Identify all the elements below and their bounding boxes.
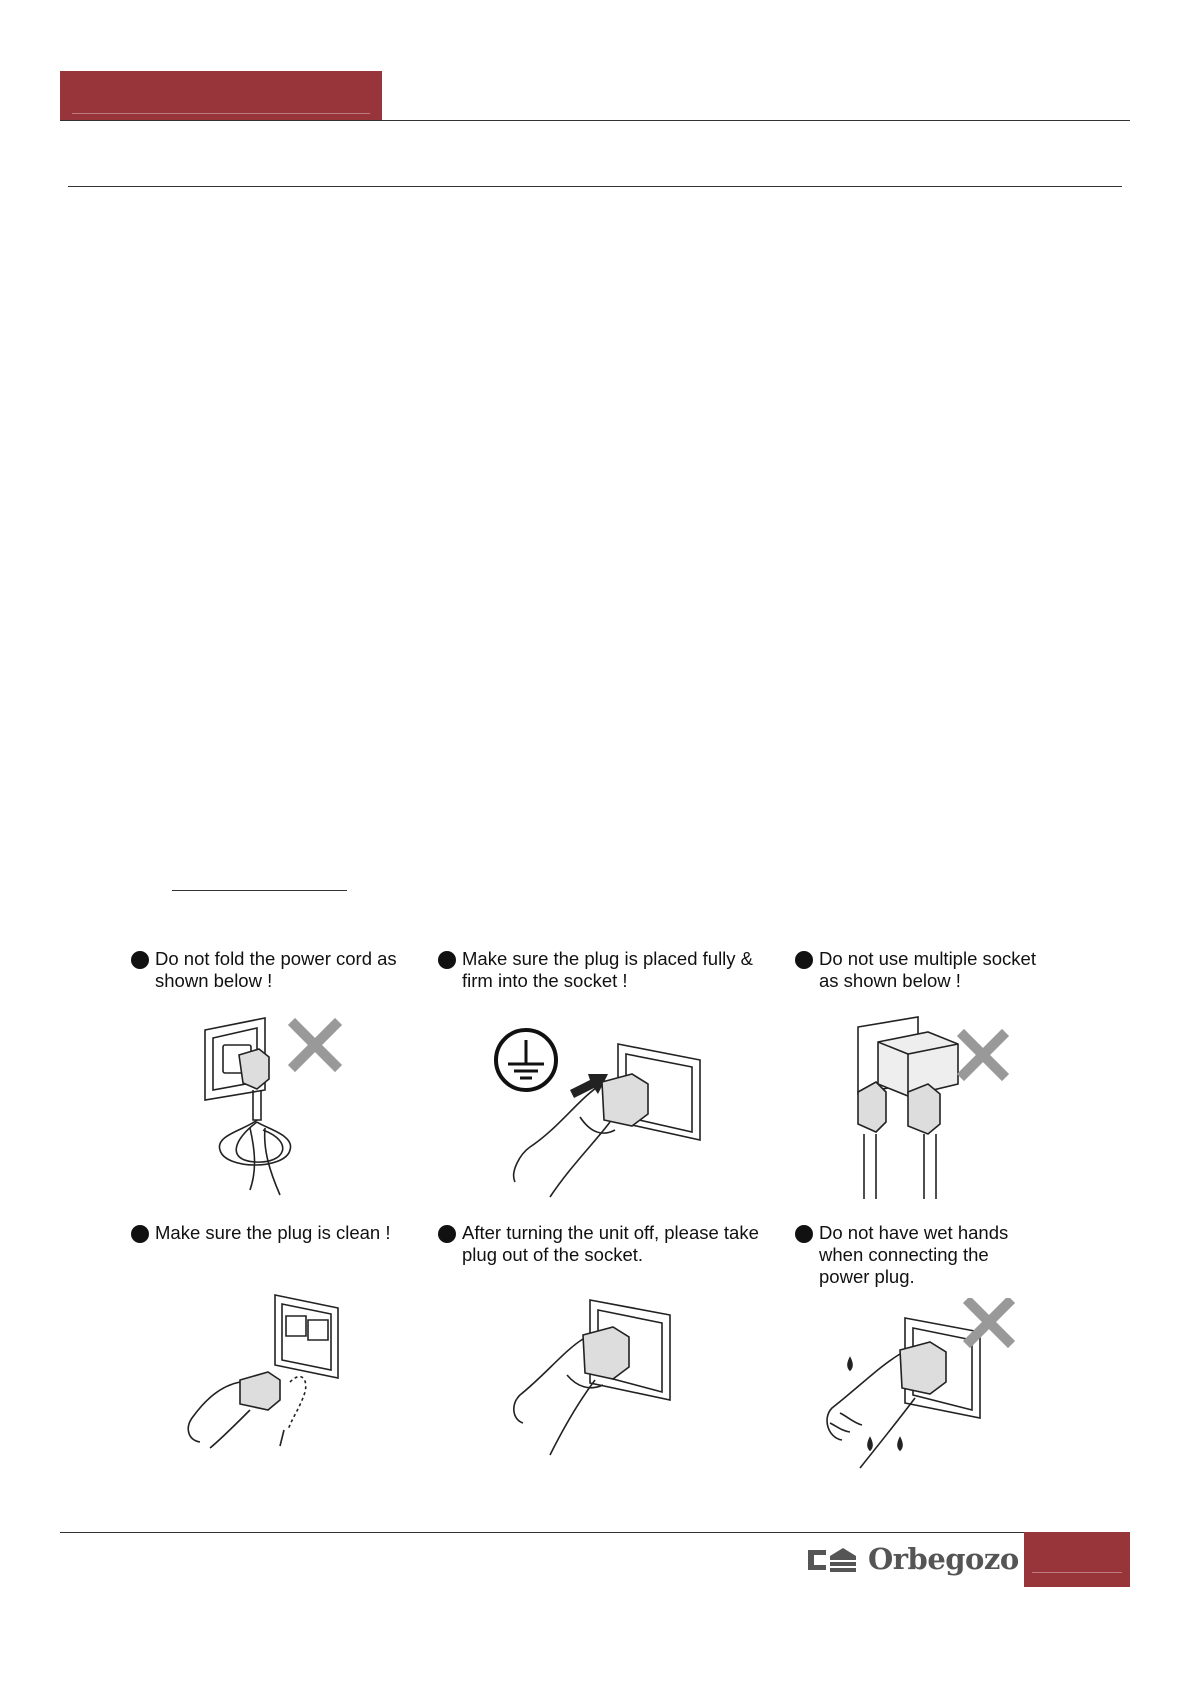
safety-item-3 [795, 948, 1135, 992]
brand-mark-icon [806, 1546, 858, 1576]
section-rule [68, 186, 1122, 187]
brand-logo [806, 1540, 1019, 1580]
multi-socket-prohibited-icon [848, 1012, 1018, 1202]
safety-item-text: Do not fold the power cord as shown below ! [155, 948, 397, 991]
header-tab [60, 71, 382, 120]
page-number-tab [1024, 1532, 1130, 1587]
safety-item-text: Make sure the plug is placed fully & firm into the socket ! [462, 948, 754, 991]
safety-item-6 [795, 1222, 1135, 1288]
header-tab-line [72, 113, 370, 114]
bullet-icon [131, 1225, 149, 1243]
wet-hands-prohibited-icon [820, 1298, 1020, 1473]
folded-cord-prohibited-icon [195, 1010, 355, 1200]
safety-item-2 [438, 948, 798, 992]
safety-item-5 [438, 1222, 798, 1266]
subheading-underline [172, 890, 347, 891]
footer-rule [60, 1532, 1024, 1533]
bullet-icon [131, 951, 149, 969]
brand-name: Orbegozo [868, 1542, 1019, 1576]
clean-plug-icon [180, 1290, 350, 1450]
bullet-icon [795, 1225, 813, 1243]
safety-item-4 [131, 1222, 471, 1244]
safety-item-text: Do not have wet hands when connecting the power plug. [819, 1222, 1009, 1287]
bullet-icon [438, 951, 456, 969]
plug-insert-earth-icon [490, 1022, 710, 1202]
unplug-icon [505, 1295, 675, 1460]
page-tab-line [1032, 1572, 1122, 1573]
safety-item-text: Do not use multiple socket as shown below ! [819, 948, 1036, 991]
safety-item-text: Make sure the plug is clean ! [155, 1222, 391, 1243]
bullet-icon [438, 1225, 456, 1243]
safety-item-text: After turning the unit off, please take plug out of the socket. [462, 1222, 759, 1265]
safety-item-1 [131, 948, 471, 992]
header-rule [60, 120, 1130, 121]
bullet-icon [795, 951, 813, 969]
